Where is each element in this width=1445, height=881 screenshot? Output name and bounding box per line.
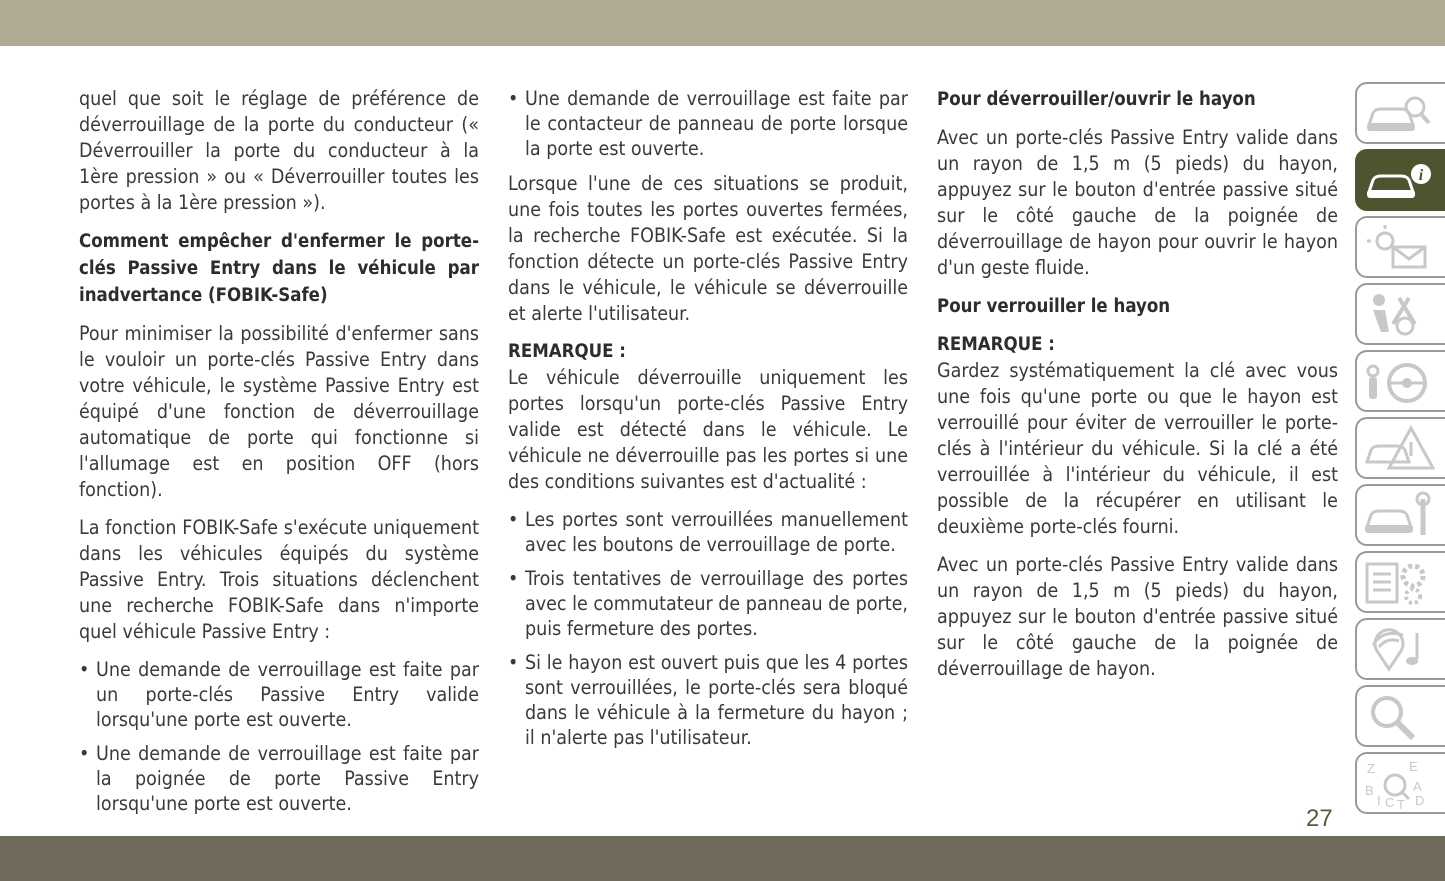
index-letter: A <box>1413 779 1422 794</box>
index-letter: C <box>1385 795 1395 809</box>
paragraph: Pour minimiser la possibilité d'enfermer sans le vouloir un porte-clés Passive Entry dans votre véhicule, le système Passive Entry est équipé d'une fonction de déverrouillage automatique de porte qui fonctionne si l'allumage est en position OFF (hors fonction). <box>79 322 479 501</box>
tab-search[interactable] <box>1355 685 1445 747</box>
tab-index[interactable] <box>1355 752 1445 814</box>
tab-in-case-of-emergency[interactable] <box>1355 417 1445 479</box>
text-column-2 <box>508 86 908 760</box>
tab-technical-specifications[interactable] <box>1355 551 1445 613</box>
remark-text: Le véhicule déverrouille uniquement les portes lorsqu'un porte-clés Passive Entry valide est détecté dans le véhicule. Le véhicule ne déverrouille pas les portes si une des conditions suivantes est d'actualité : <box>508 366 908 493</box>
index-letter: B <box>1365 783 1374 798</box>
index-letter: Z <box>1367 761 1375 776</box>
list-item: • Une demande de verrouillage est faite par un porte-clés Passive Entry valide lorsqu'une porte est ouverte. <box>79 657 479 732</box>
remark <box>937 332 1338 540</box>
tab-safety[interactable] <box>1355 283 1445 345</box>
list-item: • Une demande de verrouillage est faite par la poignée de porte Passive Entry lorsqu'une porte est ouverte. <box>79 741 479 816</box>
svg-text:i: i <box>1418 167 1424 184</box>
car-info-icon <box>1363 156 1435 206</box>
car-warning-icon <box>1363 424 1435 474</box>
search-magnifier-icon <box>1363 692 1435 742</box>
list-item: • Les portes sont verrouillées manuellement avec les boutons de verrouillage de porte. <box>508 507 908 557</box>
section-heading: Pour déverrouiller/ouvrir le hayon <box>937 89 1256 110</box>
tab-multimedia[interactable] <box>1355 618 1445 680</box>
car-search-icon <box>1363 89 1435 139</box>
text-column-3 <box>937 86 1338 694</box>
tab-servicing-maintenance[interactable] <box>1355 484 1445 546</box>
steering-wheel-key-icon <box>1363 357 1435 407</box>
tab-instrument-panel[interactable] <box>1355 216 1445 278</box>
bottom-footer-bar <box>0 836 1445 881</box>
tab-getting-to-know-vehicle[interactable] <box>1355 82 1445 144</box>
top-header-bar <box>0 0 1445 46</box>
remark <box>508 339 908 495</box>
paragraph: Avec un porte-clés Passive Entry valide dans un rayon de 1,5 m (5 pieds) du hayon, appuyez sur le bouton d'entrée passive situé sur le côté gauche de la poignée de déverrouillage de hayon. <box>937 553 1338 680</box>
bullet-list <box>79 657 479 816</box>
list-item: • Trois tentatives de verrouillage des portes avec le commutateur de panneau de porte, puis fermeture des portes. <box>508 566 908 641</box>
paragraph: quel que soit le réglage de préférence de déverrouillage de la porte du conducteur (« Déverrouiller la porte du conducteur à la 1ère pression » ou « Déverrouiller toutes les portes à la 1ère pression »). <box>79 87 479 214</box>
remark-text: Gardez systématiquement la clé avec vous une fois qu'une porte ou que le hayon est verrouillé pour éviter de verrouiller le porte-clés à l'intérieur du véhicule. Si la clé a été verrouillée à l'intérieur du véhicule, il est possible de la récupérer en utilisant le deuxième porte-clés fourni. <box>937 359 1338 538</box>
page-number: 27 <box>1306 805 1333 832</box>
tab-starting-operating[interactable] <box>1355 350 1445 412</box>
section-heading: Comment empêcher d'enfermer le porte-clés Passive Entry dans le véhicule par inadvertance (FOBIK-Safe) <box>79 231 479 306</box>
car-service-wrench-icon <box>1363 491 1435 541</box>
paragraph: La fonction FOBIK-Safe s'exécute uniquement dans les véhicules équipés du système Passive Entry. Trois situations déclenchent une recherche FOBIK-Safe dans n'importe quel véhicule Passive Entry : <box>79 516 479 643</box>
remark-label: REMARQUE : <box>508 341 626 362</box>
paragraph: Avec un porte-clés Passive Entry valide dans un rayon de 1,5 m (5 pieds) du hayon, appuyez sur le bouton d'entrée passive situé sur le côté gauche de la poignée de déverrouillage de hayon pour ouvrir le hayon d'un geste fluide. <box>937 126 1338 279</box>
airbag-safety-icon <box>1363 290 1435 340</box>
alphabetical-index-icon <box>1363 759 1435 809</box>
index-letter: E <box>1409 759 1418 774</box>
multimedia-music-icon <box>1363 625 1435 675</box>
index-letter: D <box>1415 793 1425 808</box>
index-letter: T <box>1397 797 1405 809</box>
section-heading: Pour verrouiller le hayon <box>937 296 1171 317</box>
index-letter: I <box>1377 793 1381 808</box>
specifications-gear-icon <box>1363 558 1435 608</box>
bullet-list <box>508 507 908 750</box>
list-item: • Une demande de verrouillage est faite par le contacteur de panneau de porte lorsque la porte est ouverte. <box>508 86 908 161</box>
dashboard-light-message-icon <box>1363 223 1435 273</box>
text-column-1 <box>79 86 479 826</box>
tab-vehicle-info-active[interactable] <box>1355 149 1445 211</box>
paragraph: Lorsque l'une de ces situations se produit, une fois toutes les portes ouvertes fermées, la recherche FOBIK-Safe est exécutée. Si la fonction détecte un porte-clés Passive Entry dans le véhicule, le véhicule se déverrouille et alerte l'utilisateur. <box>508 172 908 325</box>
remark-label: REMARQUE : <box>937 334 1055 355</box>
list-item: • Si le hayon est ouvert puis que les 4 portes sont verrouillées, le porte-clés sera bloqué dans le véhicule à la fermeture du hayon ; il n'alerte pas l'utilisateur. <box>508 650 908 750</box>
bullet-list <box>508 86 908 161</box>
